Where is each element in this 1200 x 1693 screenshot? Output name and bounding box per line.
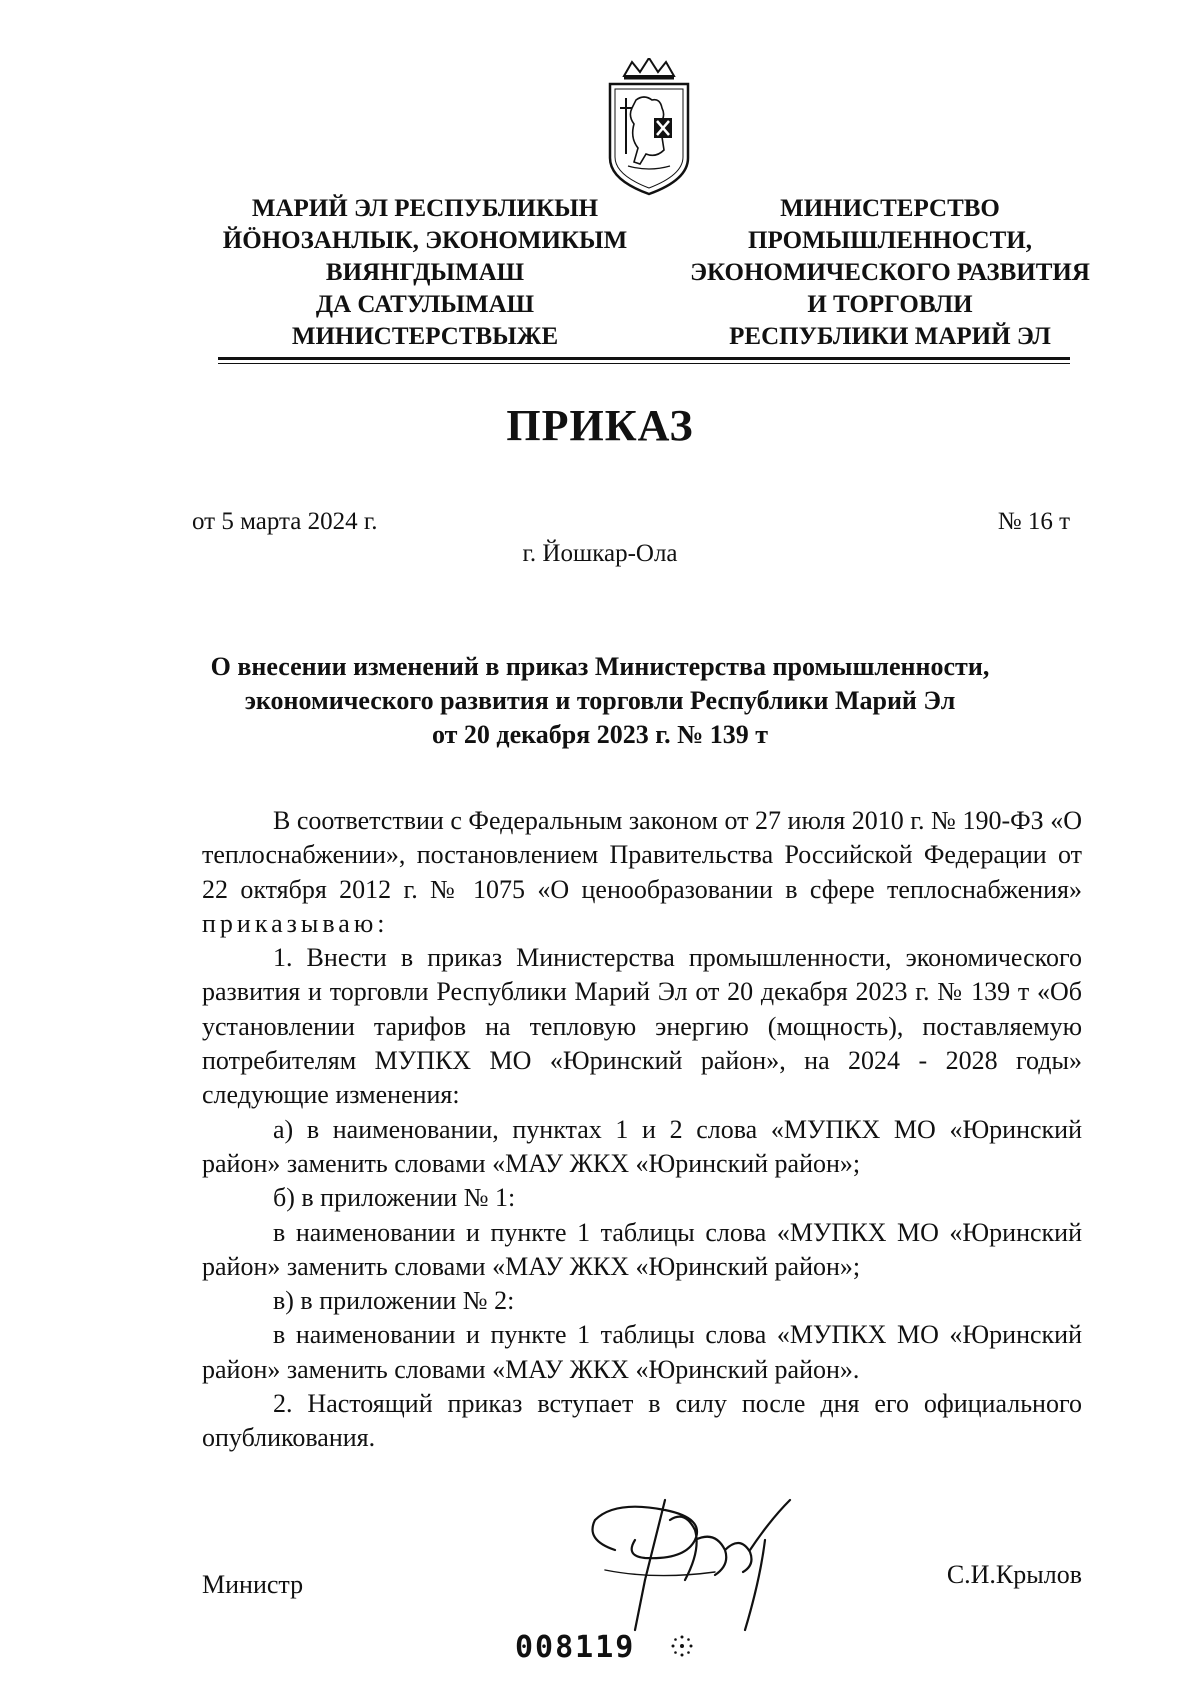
header-right-line: И ТОРГОВЛИ [807, 291, 973, 318]
header-right-line: РЕСПУБЛИКИ МАРИЙ ЭЛ [729, 323, 1051, 350]
signer-title: Министр [202, 1570, 304, 1599]
header-left-line: МИНИСТЕРСТВЫЖЕ [291, 323, 559, 350]
preamble-text: В соответствии с Федеральным законом от 27 июля 2010 г. № 190-ФЗ «О теплоснабжении», постановлением Правительства Российской Федерации от 22 октября 2012 г. № 1075 «О ценообразовании в сфере теплоснабжения» [202, 806, 1082, 904]
body-paragraph: б) в приложении № 1: [273, 1183, 516, 1213]
header-right-line: ПРОМЫШЛЕННОСТИ, [748, 227, 1032, 254]
body-paragraph-preamble [202, 804, 1082, 941]
header-right-line: ЭКОНОМИЧЕСКОГО РАЗВИТИЯ [690, 259, 1090, 286]
ornament-star-icon [670, 1634, 694, 1658]
signer-name: С.И.Крылов [946, 1560, 1082, 1589]
document-body [202, 804, 1082, 1456]
document-number: № 16 т [997, 508, 1070, 535]
header-right-block [680, 193, 1100, 353]
header-left-line: ЙӦНОЗАНЛЫК, ЭКОНОМИКЫМ [222, 227, 628, 254]
document-city: г. Йошкар-Ола [522, 540, 678, 567]
body-paragraph: 2. Настоящий приказ вступает в силу после дня его официального опубликования. [202, 1389, 1082, 1453]
subject-line: от 20 декабря 2023 г. № 139 т [431, 720, 768, 749]
subject-line: О внесении изменений в приказ Министерства промышленности, [210, 652, 990, 681]
order-word: приказываю: [202, 908, 389, 938]
header-divider-thin [218, 363, 1070, 364]
body-paragraph: в) в приложении № 2: [273, 1286, 515, 1316]
header-left-line: ДА САТУЛЫМАШ [315, 291, 535, 318]
header-left-line: ВИЯНГДЫМАШ [325, 259, 525, 286]
body-paragraph: 1. Внести в приказ Министерства промышленности, экономического развития и торговли Республики Марий Эл от 20 декабря 2023 г. № 139 т «Об установлении тарифов на тепловую энергию (мощность), поставляемую потребителям МУПКХ МО «Юринский район», на 2024 - 2028 годы» следующие изменения: [202, 943, 1082, 1110]
header-divider-thick [218, 357, 1070, 360]
header-left-block [205, 193, 645, 353]
body-paragraph: в наименовании и пункте 1 таблицы слова «МУПКХ МО «Юринский район» заменить словами «МАУ ЖКХ «Юринский район»; [202, 1217, 1082, 1281]
document-date: от 5 марта 2024 г. [192, 508, 378, 535]
subject-line: экономического развития и торговли Республики Марий Эл [244, 686, 956, 715]
header-right-line: МИНИСТЕРСТВО [780, 195, 1000, 222]
body-paragraph: в наименовании и пункте 1 таблицы слова «МУПКХ МО «Юринский район» заменить словами «МАУ ЖКХ «Юринский район». [202, 1320, 1082, 1384]
document-subject [150, 650, 1050, 752]
header-left-line: МАРИЙ ЭЛ РЕСПУБЛИКЫН [251, 195, 599, 222]
serial-number: 008119 [515, 1630, 636, 1665]
document-title: ПРИКАЗ [506, 401, 694, 450]
coat-of-arms-icon [604, 58, 694, 196]
handwritten-signature [575, 1480, 805, 1640]
body-paragraph: а) в наименовании, пунктах 1 и 2 слова «МУПКХ МО «Юринский район» заменить словами «МАУ ЖКХ «Юринский район»; [202, 1114, 1082, 1178]
